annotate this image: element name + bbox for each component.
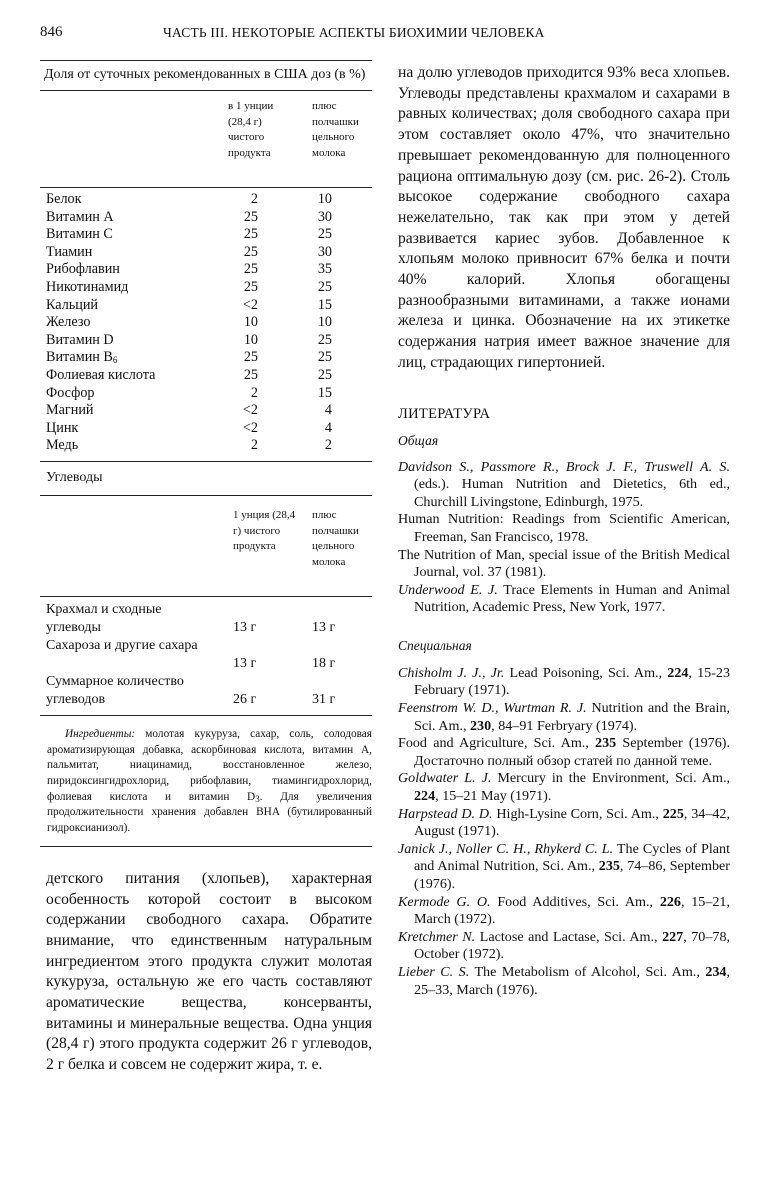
milk-value: 10 (317, 191, 332, 207)
pure-value: 25 (243, 208, 258, 225)
nutrient-name: Цинк (46, 419, 79, 436)
nutrient-name: Витамин D (46, 331, 114, 348)
left-body-paragraph: детского питания (хлопьев), характерная особенность которой состоит в высоком содержании свободного сахара. Обратите внимание, что единственным натуральным ингредиентом этого продукта служит молотая кукуруза, остальную же его часть составляют ароматические вещества, консерванты, витамины и минеральные вещества. Одна унция (28,4 г) этого продукта содержит 26 г углеводов, 2 г белка и совсем не содержит жира, т. е. (46, 869, 372, 1074)
right-body-paragraph: на долю углеводов приходится 93% веса хлопьев. Углеводы представлены крахмалом и сахарами в равных количествах; доля свободного сахара при этом составляет около 47%, что значительно превышает рекомендованную для полноценного рациона оптимальную дозу (см. рис. 26-2). Столь высокое содержание свободного сахара нежелательно, так как при этом у детей развивается кариес зубов. Добавленное к хлопьям молоко привносит 67% белка и почти 40% калорий. Хлопья обогащены разнообразными витаминами, а также ионами железа и цинка. Обозначение на их этикетке содержания натрия имеет важное значение для лиц, страдающих гипертонией. (398, 64, 730, 371)
table-row (40, 261, 372, 279)
nutrient-name: Медь (46, 437, 79, 454)
reference-item: Kermode G. O. Food Additives, Sci. Am., 226, 15–21, March (1972). (398, 893, 730, 928)
reference-item: Food and Agriculture, Sci. Am., 235 September (1976). Достаточно полный обзор статей по данной теме. (398, 735, 730, 769)
milk-value: 25 (317, 331, 332, 348)
special-subheading: Специальная (398, 637, 472, 653)
milk-value: 2 (324, 437, 332, 454)
table-row (40, 209, 372, 227)
special-references (398, 665, 730, 999)
nutrient-name: Никотинамид (46, 278, 129, 295)
pure-value: <2 (242, 296, 258, 313)
vitamin-table (40, 188, 372, 461)
table-row (40, 637, 372, 673)
right-column (398, 63, 730, 999)
nutrient-name: Фосфор (46, 384, 95, 401)
pure-value: <2 (242, 402, 258, 419)
col-header-with-milk: плюс полчашки цельного молока (312, 100, 359, 159)
table-row (40, 314, 372, 332)
reference-item: Lieber C. S. The Metabolism of Alcohol, Sci. Am., 234, 25–33, March (1976). (398, 963, 730, 998)
general-references (398, 459, 730, 617)
carb-table-header (40, 496, 372, 596)
pure-value: 2 (250, 191, 258, 207)
table-row (40, 279, 372, 297)
milk-value: 4 (324, 402, 332, 419)
pure-value: 10 (243, 331, 258, 348)
reference-item: Goldwater L. J. Mercury in the Environment, Sci. Am., 224, 15–21 May (1971). (398, 770, 730, 805)
subscript: 6 (112, 355, 118, 366)
milk-value: 13 г (312, 619, 336, 635)
running-head: ЧАСТЬ III. НЕКОТОРЫЕ АСПЕКТЫ БИОХИМИИ ЧЕЛОВЕКА (163, 25, 545, 40)
vitamin-table-header (40, 91, 372, 187)
literature-heading: ЛИТЕРАТУРА (398, 405, 491, 422)
col-header-with-milk: плюс полчашки цельного молока (312, 508, 359, 568)
pure-value: 25 (243, 226, 258, 243)
pure-value: 13 г (233, 619, 257, 635)
pure-value: 25 (243, 261, 258, 278)
milk-value: 4 (324, 419, 332, 436)
nutrient-name: Тиамин (46, 243, 93, 260)
milk-value: 35 (317, 261, 332, 278)
reference-item: Underwood E. J. Trace Elements in Human and Animal Nutrition, Academic Press, New York, 1977. (398, 581, 731, 616)
table-bottom-rule (40, 846, 372, 847)
table-row (40, 297, 372, 315)
pure-value: 26 г (233, 691, 257, 707)
reference-item: Harpstead D. D. High-Lysine Corn, Sci. Am., 225, 34–42, August (1971). (398, 805, 730, 840)
vitamin-table-caption: Доля от суточных рекомендованных в США доз (в %) (44, 67, 366, 82)
reference-item: Kretchmer N. Lactose and Lactase, Sci. Am., 227, 70–78, October (1972). (398, 928, 731, 963)
milk-value: 15 (317, 296, 332, 313)
table-row (40, 673, 372, 709)
table-row (40, 349, 372, 367)
table-row (40, 420, 372, 438)
ingredients-label: Ингредиенты: (65, 727, 136, 740)
milk-value: 25 (317, 226, 332, 243)
pure-value: 25 (243, 243, 258, 260)
table-row (40, 332, 372, 350)
nutrient-name: Белок (46, 191, 82, 207)
left-column (40, 60, 372, 1076)
reference-item: Human Nutrition: Readings from Scientific American, Freeman, San Francisco, 1978. (398, 511, 730, 545)
milk-value: 25 (317, 349, 332, 366)
pure-value: 25 (243, 349, 258, 366)
nutrient-name: Рибофлавин (46, 261, 120, 278)
carb-name: Сахароза и другие сахара (46, 637, 198, 653)
pure-value: 25 (243, 366, 258, 383)
general-subheading: Общая (398, 432, 439, 448)
milk-value: 30 (317, 243, 332, 260)
reference-item: The Nutrition of Man, special issue of the British Medical Journal, vol. 37 (1981). (398, 546, 730, 581)
table-row (40, 437, 372, 455)
nutrient-name: Железо (46, 314, 91, 331)
pure-value: 13 г (233, 655, 257, 671)
nutrient-name: Магний (46, 402, 94, 419)
col-header-pure: в 1 унции (28,4 г) чистого продукта (228, 100, 274, 159)
table-row (40, 244, 372, 262)
milk-value: 30 (317, 208, 332, 225)
pure-value: 2 (250, 437, 258, 454)
carb-name: Крахмал и сходные углеводы (46, 601, 162, 635)
pure-value: 10 (243, 314, 258, 331)
table-row (40, 601, 372, 637)
milk-value: 18 г (312, 655, 336, 671)
pure-value: <2 (242, 419, 258, 436)
carb-name: Суммарное количество углеводов (46, 673, 184, 707)
milk-value: 10 (317, 314, 332, 331)
ingredients-note: Ингредиенты: молотая кукуруза, сахар, соль, солодовая ароматизирующая добавка, аскорбиновая кислота, витамин A, пальмитат, ниацинамид, восстановленное железо, пиридоксингидрохлорид, рибофлавин, тиамингидрохлорид, фолиевая кислота и витамин $D_3$. Для увеличения продолжительности хранения добавлен BHA (бутилированный гидроксианизол). (47, 727, 372, 835)
nutrient-name: Витамин C (46, 226, 113, 243)
nutrient-name: Витамин A (46, 208, 114, 225)
table-row (40, 191, 372, 209)
pure-value: 25 (243, 278, 258, 295)
table-row (40, 367, 372, 385)
nutrient-name: Кальций (46, 296, 99, 313)
subscript: 3 (255, 793, 260, 804)
table-row (40, 385, 372, 403)
reference-item: Davidson S., Passmore R., Brock J. F., Truswell A. S. (eds.). Human Nutrition and Dietetics, 6th ed., Churchill Livingstone, Edinburgh, 1975. (398, 458, 730, 510)
milk-value: 25 (317, 278, 332, 295)
col-header-pure: 1 унция (28,4 г) чистого продукта (233, 508, 296, 553)
table-row (40, 226, 372, 244)
milk-value: 31 г (312, 691, 336, 707)
pure-value: 2 (250, 384, 258, 401)
nutrient-name: Фолиевая кислота (46, 366, 156, 383)
carb-table (40, 597, 372, 715)
table-row (40, 402, 372, 420)
nutrient-name: Витамин $B_6$ (46, 349, 118, 366)
page-number: 846 (40, 24, 63, 40)
milk-value: 25 (317, 366, 332, 383)
reference-item: Janick J., Noller C. H., Rhykerd C. L. The Cycles of Plant and Animal Nutrition, Sci. Am., 235, 74–86, September (1976). (398, 840, 730, 893)
reference-item: Chisholm J. J., Jr. Lead Poisoning, Sci. Am., 224, 15-23 February (1971). (398, 664, 731, 699)
carb-table-title: Углеводы (46, 469, 103, 485)
milk-value: 15 (317, 384, 332, 401)
reference-item: Feenstrom W. D., Wurtman R. J. Nutrition and the Brain, Sci. Am., 230, 84–91 Ferbryary (1974). (398, 700, 730, 734)
